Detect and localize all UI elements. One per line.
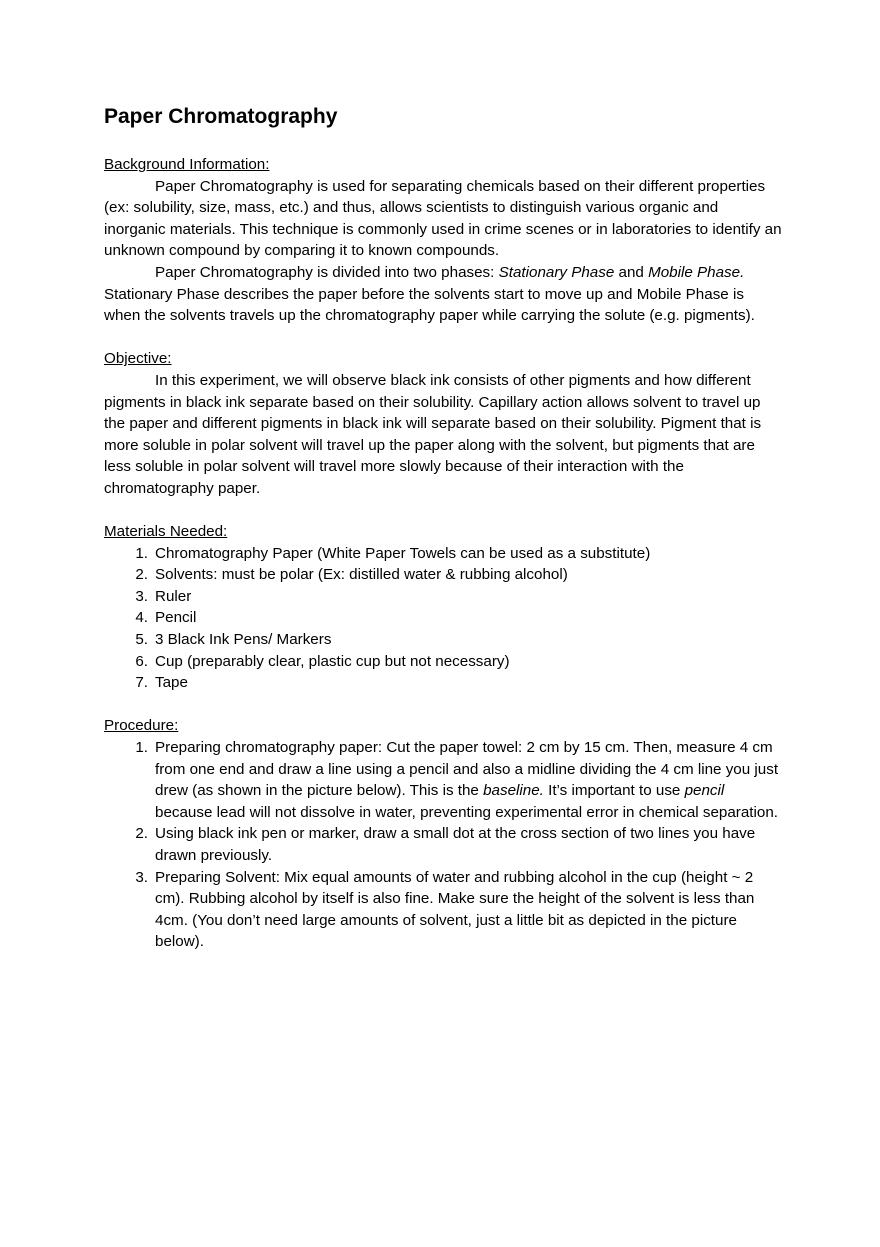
stationary-phase-term: Stationary Phase xyxy=(498,263,615,281)
spacer xyxy=(104,327,784,349)
list-item-text: Pencil xyxy=(155,609,197,627)
list-number: 2. xyxy=(135,825,148,843)
background-paragraph-2 xyxy=(104,262,784,327)
text-run: It’s important to use xyxy=(543,782,685,800)
procedure-step xyxy=(104,823,784,866)
list-number: 3. xyxy=(135,587,148,605)
list-item-text: Tape xyxy=(155,674,188,692)
list-item xyxy=(104,543,784,565)
list-item xyxy=(104,586,784,608)
list-item-text: Preparing Solvent: Mix equal amounts of water and rubbing alcohol in the cup (height ~ 2 cm). Rubbing alcohol by itself is also fine. Make sure the height of the solvent is less than 4cm. (You don’t need large amounts of solvent, just a little bit as depicted in the picture below). xyxy=(155,868,755,951)
pencil-term: pencil xyxy=(684,782,725,800)
text-run: and xyxy=(614,263,649,281)
list-item-text: Ruler xyxy=(155,587,192,605)
document-page xyxy=(104,103,784,953)
text-run: Paper Chromatography is divided into two phases: xyxy=(155,263,499,281)
spacer xyxy=(104,694,784,716)
procedure-step xyxy=(104,867,784,953)
background-section xyxy=(104,154,784,327)
list-number: 3. xyxy=(135,868,148,886)
list-item-text: 3 Black Ink Pens/ Markers xyxy=(155,631,332,649)
background-heading: Background Information: xyxy=(104,156,270,173)
text-run: Stationary Phase describes the paper before the solvents start to move up and Mobile Phase is when the solvents travels up the chromatography paper while carrying the solute (e.g. pigments). xyxy=(104,285,755,325)
spacer xyxy=(104,500,784,522)
list-item xyxy=(104,651,784,673)
objective-paragraph: In this experiment, we will observe black ink consists of other pigments and how different pigments in black ink separate based on their solubility. Capillary action allows solvent to travel up the paper and different pigments in black ink will separate based on their solubility. Pigment that is more soluble in polar solvent will travel up the paper along with the solvent, but pigments that are less soluble in polar solvent will travel more slowly because of their interaction with the chromatography paper. xyxy=(104,371,762,497)
list-number: 4. xyxy=(135,609,148,627)
list-item xyxy=(104,564,784,586)
text-run: Preparing chromatography paper: Cut the paper towel: 2 cm by 15 cm. Then, measure 4 cm from one end and draw a line using a pencil and also a midline dividing the 4 cm line you just drew (as shown in the picture below). This is the xyxy=(155,739,779,800)
list-item-text: Using black ink pen or marker, draw a small dot at the cross section of two lines you have drawn previously. xyxy=(155,825,756,864)
mobile-phase-term: Mobile Phase. xyxy=(648,263,745,281)
text-run: because lead will not dissolve in water, preventing experimental error in chemical separation. xyxy=(155,803,779,821)
background-paragraph-1: Paper Chromatography is used for separating chemicals based on their different properties (ex: solubility, size, mass, etc.) and thus, allows scientists to distinguish various organic and inorganic materials. This technique is commonly used in crime scenes or in laboratories to identify an unknown compound by comparing it to known compounds. xyxy=(104,177,782,260)
procedure-list xyxy=(104,737,784,953)
list-item xyxy=(104,607,784,629)
list-number: 7. xyxy=(135,674,148,692)
baseline-term: baseline. xyxy=(483,782,544,800)
objective-heading: Objective: xyxy=(104,350,172,368)
procedure-heading: Procedure: xyxy=(104,717,179,735)
document-title: Paper Chromatography xyxy=(104,105,338,128)
list-item xyxy=(104,672,784,694)
materials-list xyxy=(104,543,784,694)
list-item-text: Solvents: must be polar (Ex: distilled water & rubbing alcohol) xyxy=(155,566,568,584)
list-number: 1. xyxy=(135,544,148,562)
list-number: 1. xyxy=(135,739,148,757)
list-number: 2. xyxy=(135,566,148,584)
objective-section xyxy=(104,348,784,499)
materials-section xyxy=(104,521,784,694)
list-item-text: Cup (preparably clear, plastic cup but not necessary) xyxy=(155,652,510,670)
list-number: 5. xyxy=(135,631,148,649)
procedure-step xyxy=(104,737,784,823)
procedure-section xyxy=(104,715,784,953)
list-number: 6. xyxy=(135,652,148,670)
materials-heading: Materials Needed: xyxy=(104,523,228,541)
list-item-text: Chromatography Paper (White Paper Towels can be used as a substitute) xyxy=(155,544,651,562)
list-item xyxy=(104,629,784,651)
